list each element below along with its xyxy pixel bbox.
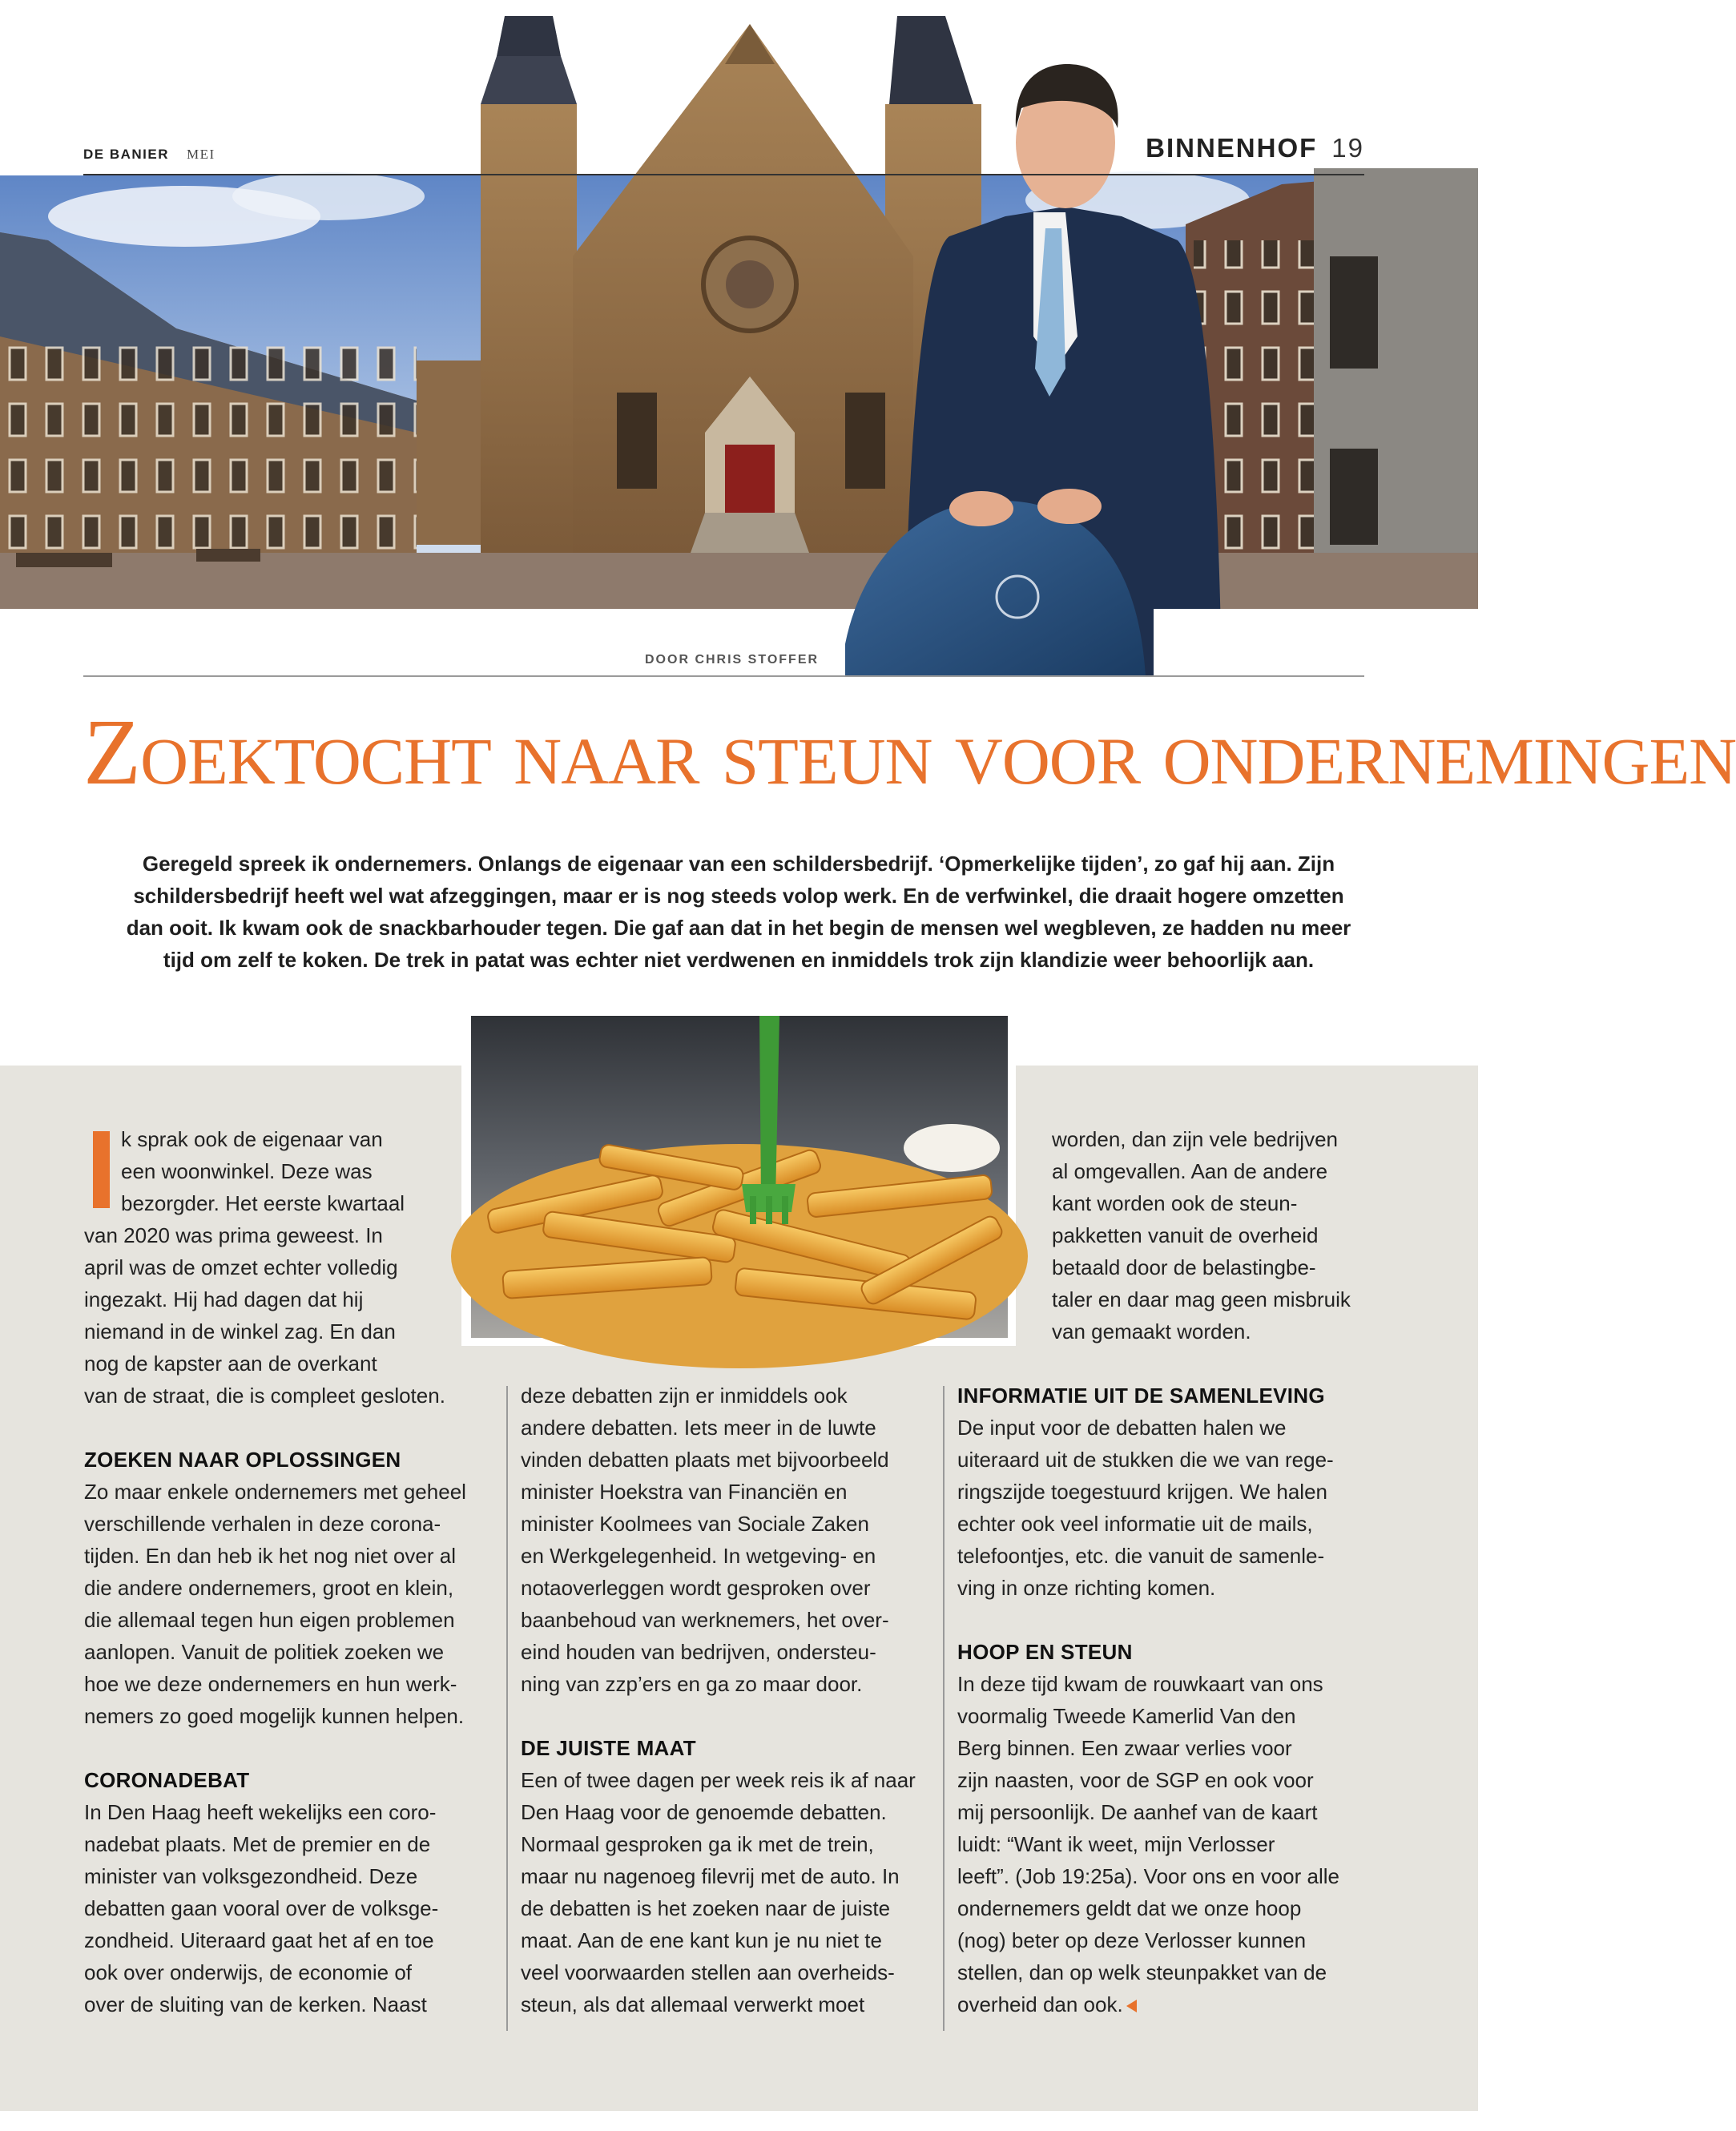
column-3: [957, 1380, 1374, 2020]
body-line: die allemaal tegen hun eigen problemen: [84, 1608, 455, 1632]
body-line: aanlopen. Vanuit de politiek zoeken we: [84, 1640, 445, 1664]
body-line: kant worden ook de steun-: [1052, 1191, 1298, 1215]
body-line: verschillende verhalen in deze corona-: [84, 1512, 441, 1536]
article-title: Zoektocht naar steun voor ondernemingen: [83, 699, 1736, 804]
body-line: (nog) beter op deze Verlosser kunnen: [957, 1928, 1307, 1952]
paragraph-gap: [957, 1604, 1374, 1636]
body-line: bezorgder. Het eerste kwartaal: [121, 1191, 405, 1215]
body-line: Berg binnen. Een zwaar verlies voor: [957, 1736, 1292, 1760]
body-line-final: [957, 1988, 1374, 2020]
subheading-informatie-uit-de-samenleving: INFORMATIE UIT DE SAMENLEVING: [957, 1384, 1325, 1408]
body-line: maat. Aan de ene kant kun je nu niet te: [521, 1928, 882, 1952]
column-divider: [506, 1386, 508, 2031]
body-line: De input voor de debatten halen we: [957, 1416, 1287, 1440]
body-line: ving in onze richting komen.: [957, 1576, 1216, 1600]
body-line: veel voorwaarden stellen aan overheids-: [521, 1960, 895, 1984]
body-line: eind houden van bedrijven, ondersteu-: [521, 1640, 876, 1664]
body-line: debatten gaan vooral over de volksge-: [84, 1896, 439, 1920]
body-line: al omgevallen. Aan de andere: [1052, 1159, 1328, 1183]
column-3-top: [1052, 1123, 1372, 1347]
body-line: nemers zo goed mogelijk kunnen helpen.: [84, 1704, 465, 1728]
column-1-dropcap-text: [121, 1123, 409, 1219]
body-line: betaald door de belastingbe-: [1052, 1255, 1316, 1279]
subheading-hoop-en-steun: HOOP EN STEUN: [957, 1640, 1133, 1664]
body-line: ook over onderwijs, de economie of: [84, 1960, 413, 1984]
byline: DOOR CHRIS STOFFER: [645, 653, 820, 667]
body-line: over de sluiting van de kerken. Naast: [84, 1992, 427, 2016]
body-line: de debatten is het zoeken naar de juiste: [521, 1896, 891, 1920]
body-line: van 2020 was prima geweest. In: [84, 1223, 383, 1247]
fries-photo: [471, 1016, 1008, 1338]
body-line: Normaal gesproken ga ik met de trein,: [521, 1832, 874, 1856]
body-line: steun, als dat allemaal verwerkt moet: [521, 1992, 865, 2016]
byline-rule: [83, 675, 1364, 677]
intro-line: tijd om zelf te koken. De trek in patat was echter niet verdwenen en inmiddels trok zijn klandizie weer behoorlijk aan.: [163, 948, 1315, 972]
body-line: zijn naasten, voor de SGP en ook voor: [957, 1768, 1314, 1792]
intro-line: Geregeld spreek ik ondernemers. Onlangs de eigenaar van een schildersbedrijf. ‘Opmerkelijke tijden’, zo gaf hij aan. Zijn: [142, 852, 1335, 876]
drop-cap: [93, 1131, 110, 1208]
end-mark-icon: [1126, 2000, 1137, 2012]
column-2: [521, 1380, 937, 2020]
body-line: andere debatten. Iets meer in de luwte: [521, 1416, 876, 1440]
body-line: minister Koolmees van Sociale Zaken: [521, 1512, 869, 1536]
body-line: vinden debatten plaats met bijvoorbeeld: [521, 1448, 889, 1472]
body-line: In deze tijd kwam de rouwkaart van ons: [957, 1672, 1323, 1696]
body-line: telefoontjes, etc. die vanuit de samenle-: [957, 1544, 1325, 1568]
body-line: nog de kapster aan de overkant: [84, 1352, 377, 1376]
body-line: baanbehoud van werknemers, het over-: [521, 1608, 889, 1632]
body-line: maar nu nagenoeg filevrij met de auto. In: [521, 1864, 900, 1888]
body-line: hoe we deze ondernemers en hun werk-: [84, 1672, 457, 1696]
body-line: ingezakt. Hij had dagen dat hij: [84, 1287, 364, 1311]
column-divider: [943, 1386, 945, 2031]
body-line: een woonwinkel. Deze was: [121, 1159, 373, 1183]
intro-line: schildersbedrijf heeft wel wat afzeggingen, maar er is nog steeds volop werk. En de verfwinkel, die draait hogere omzetten: [133, 884, 1344, 908]
body-line: pakketten vanuit de overheid: [1052, 1223, 1319, 1247]
issue-month: MEI: [187, 147, 215, 162]
body-line: Een of twee dagen per week reis ik af naar: [521, 1768, 916, 1792]
body-line: minister Hoekstra van Financiën en: [521, 1480, 848, 1504]
body-line: notaoverleggen wordt gesproken over: [521, 1576, 871, 1600]
body-line: minister van volksgezondheid. Deze: [84, 1864, 418, 1888]
body-line: tijden. En dan heb ik het nog niet over al: [84, 1544, 456, 1568]
subheading-de-juiste-maat: DE JUISTE MAAT: [521, 1736, 696, 1760]
page-number: 19: [1331, 133, 1364, 163]
body-line: worden, dan zijn vele bedrijven: [1052, 1127, 1338, 1151]
intro-line: dan ooit. Ik kwam ook de snackbarhouder tegen. Die gaf aan dat in het begin de mensen wel wegbleven, ze hadden nu meer: [126, 916, 1351, 940]
subheading-coronadebat: CORONADEBAT: [84, 1768, 250, 1792]
body-line: uiteraard uit de stukken die we van rege-: [957, 1448, 1334, 1472]
body-line: april was de omzet echter volledig: [84, 1255, 398, 1279]
body-line: leeft”. (Job 19:25a). Voor ons en voor alle: [957, 1864, 1339, 1888]
intro-paragraph: [90, 848, 1388, 976]
body-line-text: overheid dan ook.: [957, 1992, 1123, 2016]
running-header-right: [1146, 133, 1364, 163]
body-line: ondernemers geldt dat we onze hoop: [957, 1896, 1302, 1920]
header-rule: [83, 174, 1364, 175]
body-line: mij persoonlijk. De aanhef van de kaart: [957, 1800, 1318, 1824]
hero-photo: [0, 0, 1478, 677]
body-line: deze debatten zijn er inmiddels ook: [521, 1384, 848, 1408]
section-name: BINNENHOF: [1146, 133, 1318, 163]
body-line: stellen, dan op welk steunpakket van de: [957, 1960, 1327, 1984]
body-line: en Werkgelegenheid. In wetgeving- en: [521, 1544, 876, 1568]
body-line: niemand in de winkel zag. En dan: [84, 1319, 396, 1343]
body-line: ning van zzp’ers en ga zo maar door.: [521, 1672, 863, 1696]
paragraph-gap: [84, 1412, 501, 1444]
body-line: ringszijde toegestuurd krijgen. We halen: [957, 1480, 1328, 1504]
body-line: In Den Haag heeft wekelijks een coro-: [84, 1800, 437, 1824]
column-1: [84, 1219, 501, 2020]
body-line: van de straat, die is compleet gesloten.: [84, 1384, 445, 1408]
body-line: taler en daar mag geen misbruik: [1052, 1287, 1351, 1311]
body-line: luidt: “Want ik weet, mijn Verlosser: [957, 1832, 1275, 1856]
body-line: van gemaakt worden.: [1052, 1319, 1251, 1343]
body-line: echter ook veel informatie uit de mails,: [957, 1512, 1313, 1536]
body-line: nadebat plaats. Met de premier en de: [84, 1832, 431, 1856]
body-line: voormalig Tweede Kamerlid Van den: [957, 1704, 1296, 1728]
subheading-zoeken-naar-oplossingen: ZOEKEN NAAR OPLOSSINGEN: [84, 1448, 401, 1472]
body-line: Zo maar enkele ondernemers met geheel: [84, 1480, 466, 1504]
body-line: Den Haag voor de genoemde debatten.: [521, 1800, 887, 1824]
body-line: zondheid. Uiteraard gaat het af en toe: [84, 1928, 434, 1952]
running-header-left: [83, 147, 215, 163]
body-line: k sprak ook de eigenaar van: [121, 1127, 383, 1151]
body-line: die andere ondernemers, groot en klein,: [84, 1576, 454, 1600]
publication-name: DE BANIER: [83, 147, 170, 162]
paragraph-gap: [521, 1700, 937, 1732]
paragraph-gap: [84, 1732, 501, 1764]
